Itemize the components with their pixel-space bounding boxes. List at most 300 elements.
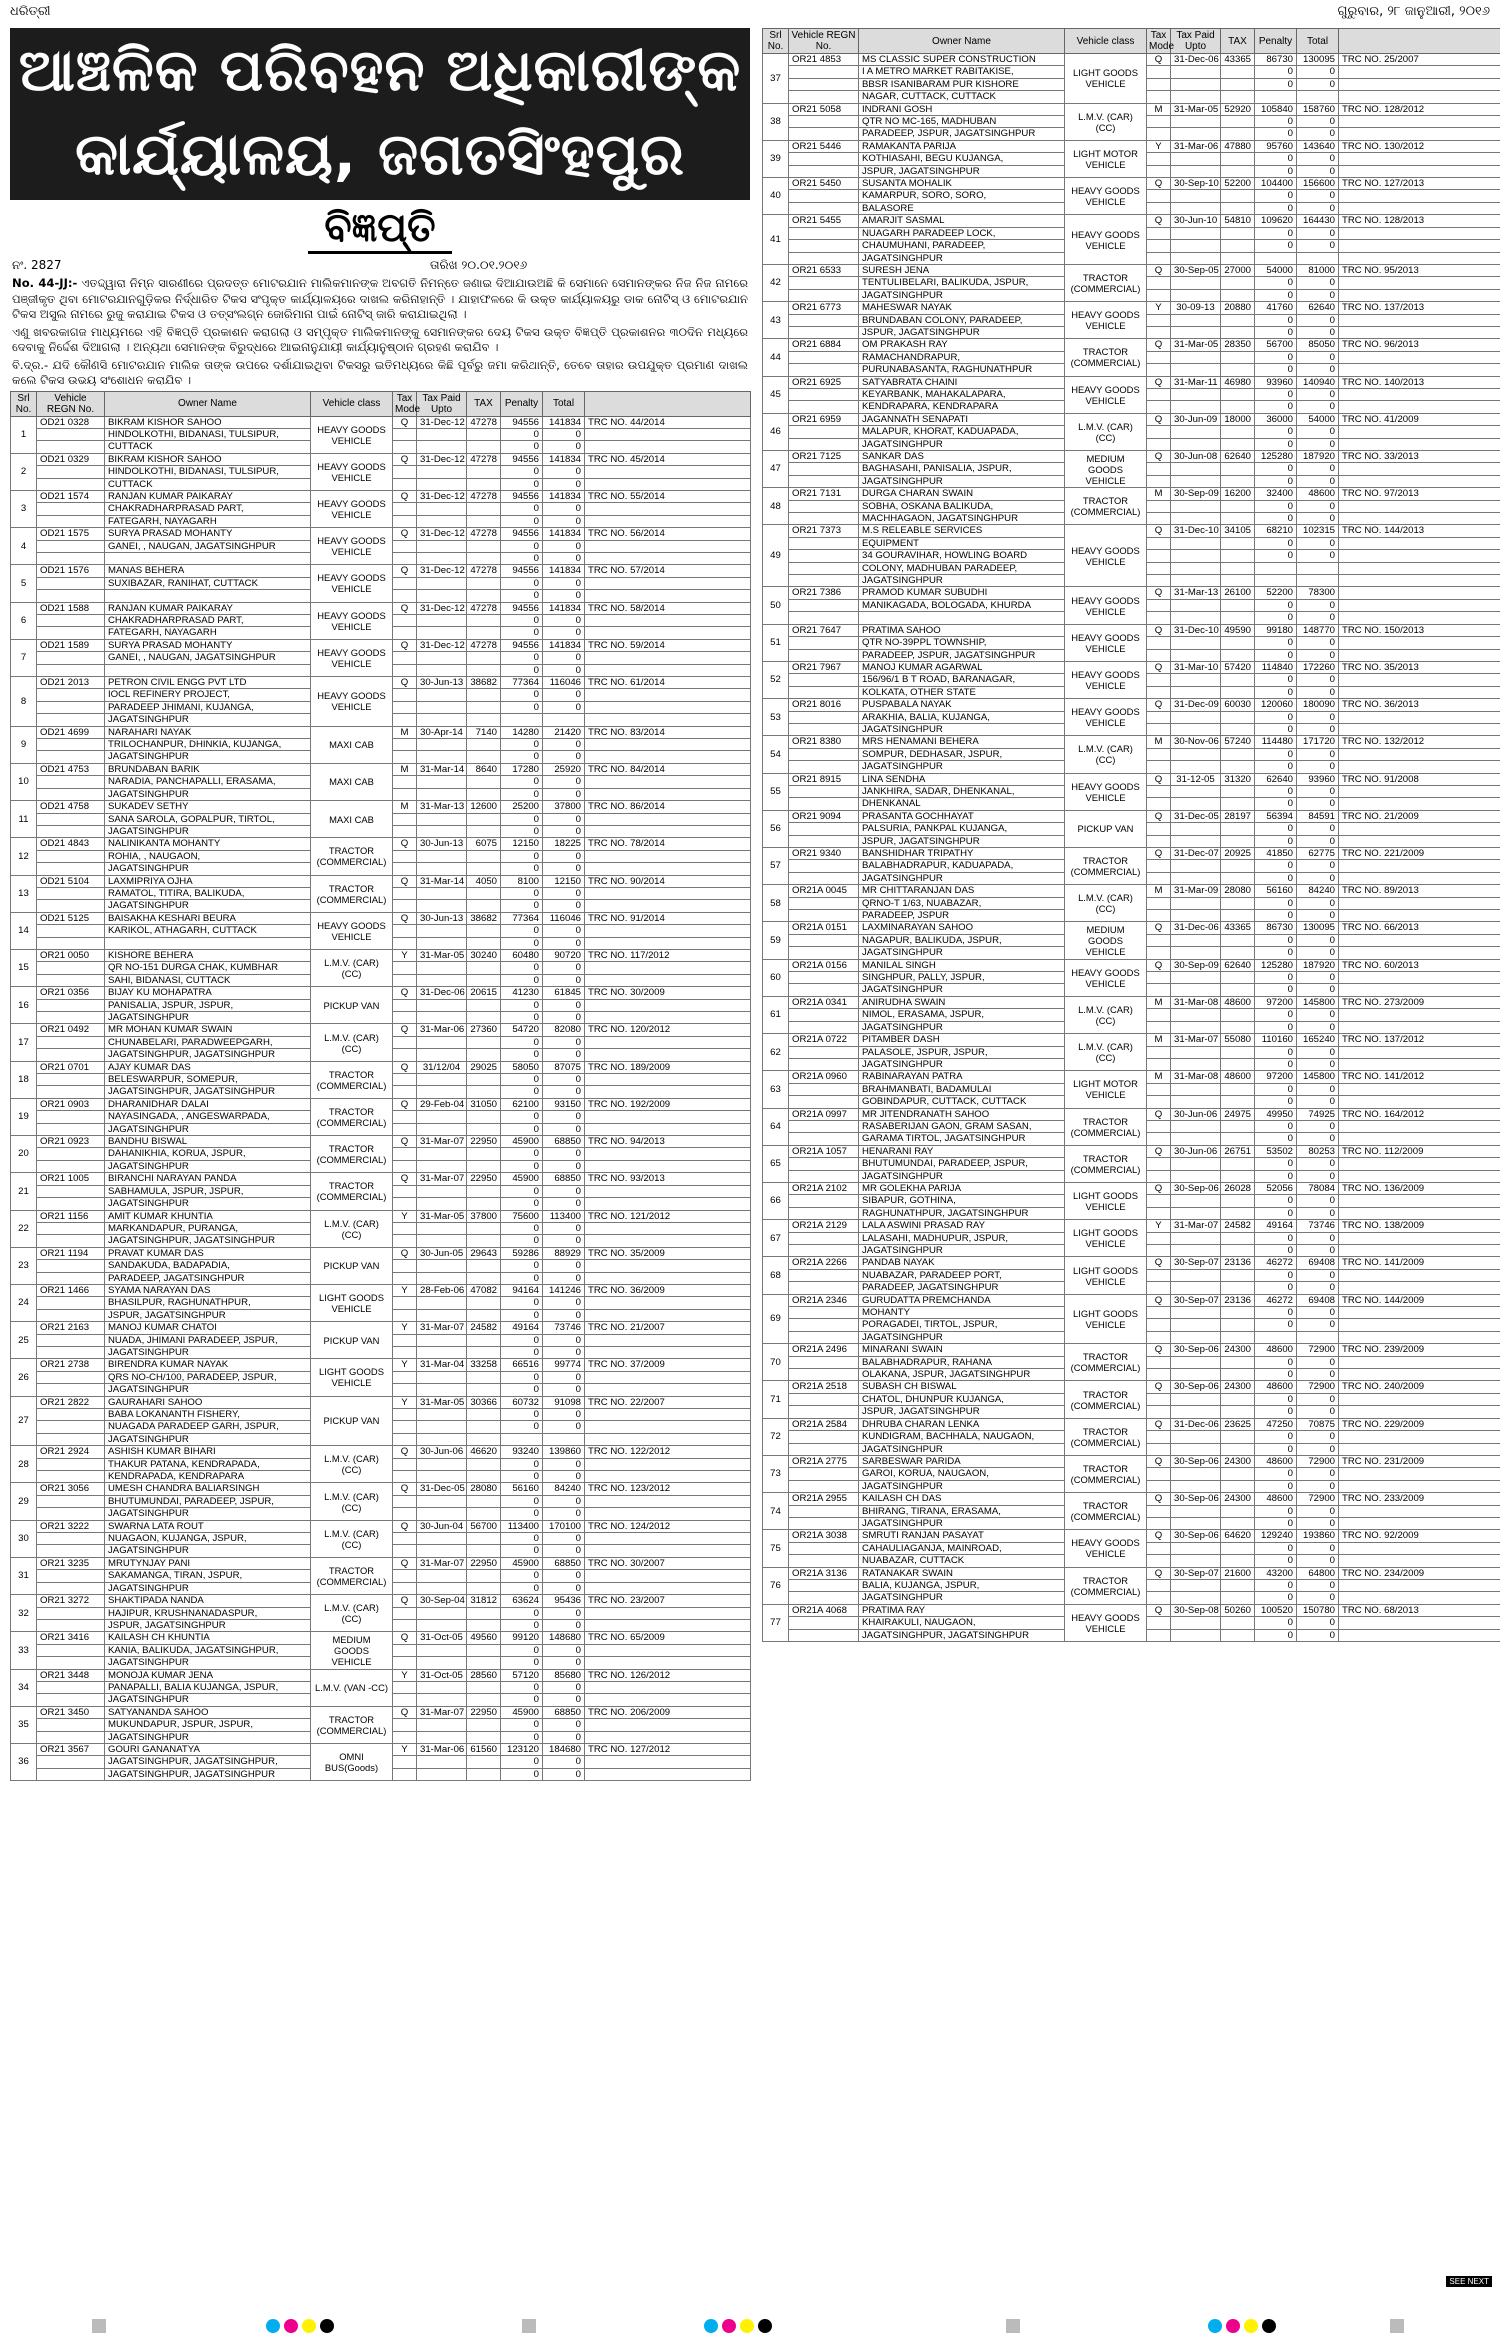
trc-number: TRC NO. 234/2009 bbox=[1339, 1567, 1500, 1579]
tax-paid-blank bbox=[417, 1160, 467, 1172]
owner-address: JAGATSINGHPUR bbox=[859, 872, 1065, 884]
total-zero: 0 bbox=[1297, 1207, 1339, 1219]
tax-mode-blank bbox=[1147, 190, 1171, 202]
total-zero: 0 bbox=[543, 428, 585, 440]
total-zero: 0 bbox=[543, 1607, 585, 1619]
tax-paid-upto: 30-Jun-10 bbox=[1171, 215, 1221, 227]
penalty-zero: 0 bbox=[501, 1049, 543, 1061]
vehicle-regn-blank bbox=[789, 1133, 859, 1145]
registration-square bbox=[92, 2319, 106, 2333]
total-zero: 0 bbox=[543, 974, 585, 986]
trc-blank bbox=[1339, 153, 1500, 165]
vehicle-regn-number: OR21A 0960 bbox=[789, 1071, 859, 1083]
owner-name: BIRENDRA KUMAR NAYAK bbox=[105, 1359, 311, 1371]
tax-paid-blank bbox=[417, 627, 467, 639]
tax-paid-upto: 31-Dec-10 bbox=[1171, 525, 1221, 537]
table-row bbox=[11, 1136, 751, 1148]
trc-blank bbox=[585, 1768, 751, 1780]
tax-mode-blank bbox=[393, 925, 417, 937]
penalty-zero: 0 bbox=[1255, 1617, 1297, 1629]
penalty-amount: 86730 bbox=[1255, 54, 1297, 66]
penalty-zero: 0 bbox=[501, 428, 543, 440]
tax-mode: M bbox=[1147, 103, 1171, 115]
tax-mode-blank bbox=[393, 577, 417, 589]
serial-number: 58 bbox=[763, 885, 789, 922]
penalty-zero: 0 bbox=[1255, 1393, 1297, 1405]
penalty-zero: 0 bbox=[1255, 1282, 1297, 1294]
owner-address: SOBHA, OSKANA BALIKUDA, bbox=[859, 500, 1065, 512]
tax-paid-blank bbox=[417, 1222, 467, 1234]
tax-mode-blank bbox=[393, 751, 417, 763]
tax-amount: 55080 bbox=[1221, 1034, 1255, 1046]
tax-paid-blank bbox=[417, 701, 467, 713]
vehicle-regn-blank bbox=[789, 550, 859, 562]
table-row bbox=[11, 1284, 751, 1296]
trc-blank bbox=[585, 1036, 751, 1048]
tax-blank bbox=[1221, 66, 1255, 78]
vehicle-regn-blank bbox=[37, 1371, 105, 1383]
vehicle-class: L.M.V. (CAR) (CC) bbox=[311, 1210, 393, 1247]
owner-name: SATYABRATA CHAINI bbox=[859, 376, 1065, 388]
penalty-zero: 0 bbox=[1255, 1542, 1297, 1554]
owner-address: ROHIA, , NAUGAON, bbox=[105, 850, 311, 862]
tax-mode: Q bbox=[1147, 810, 1171, 822]
penalty-zero: 0 bbox=[1255, 463, 1297, 475]
vehicle-regn-blank bbox=[37, 664, 105, 676]
trc-blank bbox=[1339, 537, 1500, 549]
vehicle-regn-number: OD21 4758 bbox=[37, 801, 105, 813]
tax-paid-upto: 31-Mar-04 bbox=[417, 1359, 467, 1371]
tax-mode-blank bbox=[1147, 823, 1171, 835]
trc-blank bbox=[1339, 984, 1500, 996]
vehicle-regn-number: OR21A 2584 bbox=[789, 1418, 859, 1430]
vehicle-class: LIGHT MOTOR VEHICLE bbox=[1065, 140, 1147, 177]
vehicle-class: LIGHT GOODS VEHICLE bbox=[1065, 1294, 1147, 1344]
notice-number: ନଂ. 2827 bbox=[12, 258, 62, 272]
vehicle-regn-number: OR21 3222 bbox=[37, 1520, 105, 1532]
table-row bbox=[11, 1210, 751, 1222]
tax-blank bbox=[467, 1768, 501, 1780]
owner-address: QTR NO-39PPL TOWNSHIP, bbox=[859, 637, 1065, 649]
serial-number: 33 bbox=[11, 1632, 37, 1669]
table-header-row bbox=[11, 391, 751, 416]
penalty-zero: 0 bbox=[1255, 426, 1297, 438]
trc-blank bbox=[1339, 649, 1500, 661]
trc-blank bbox=[585, 652, 751, 664]
owner-name: PUSPABALA NAYAK bbox=[859, 699, 1065, 711]
tax-amount: 7140 bbox=[467, 726, 501, 738]
cyan-dot bbox=[704, 2319, 718, 2333]
owner-address: NAYASINGADA, , ANGESWARPADA, bbox=[105, 1111, 311, 1123]
total-amount: 156600 bbox=[1297, 178, 1339, 190]
trc-blank bbox=[585, 1545, 751, 1557]
trc-blank bbox=[1339, 116, 1500, 128]
penalty-amount: 63624 bbox=[501, 1595, 543, 1607]
tax-mode-blank bbox=[393, 1384, 417, 1396]
penalty-zero: 0 bbox=[1255, 1269, 1297, 1281]
tax-paid-blank bbox=[417, 1123, 467, 1135]
penalty-zero: 0 bbox=[1255, 1319, 1297, 1331]
tax-blank bbox=[467, 1235, 501, 1247]
penalty-amount: 25200 bbox=[501, 801, 543, 813]
owner-name: RANJAN KUMAR PAIKARAY bbox=[105, 490, 311, 502]
column-header: Total bbox=[543, 391, 585, 416]
tax-blank bbox=[467, 515, 501, 527]
table-row bbox=[11, 1173, 751, 1185]
total-amount: 88929 bbox=[543, 1247, 585, 1259]
registration-square bbox=[522, 2319, 536, 2333]
vehicle-regn-blank bbox=[789, 1046, 859, 1058]
vehicle-regn-number: OR21 0356 bbox=[37, 987, 105, 999]
tax-paid-blank bbox=[1171, 984, 1221, 996]
tax-mode: Q bbox=[393, 602, 417, 614]
tax-mode-blank bbox=[393, 627, 417, 639]
total-amount: 68850 bbox=[543, 1706, 585, 1718]
penalty-zero: 0 bbox=[1255, 401, 1297, 413]
owner-name: HENARANI RAY bbox=[859, 1145, 1065, 1157]
total-amount: 70875 bbox=[1297, 1418, 1339, 1430]
tax-mode-blank bbox=[1147, 1170, 1171, 1182]
tax-paid-blank bbox=[1171, 1629, 1221, 1641]
penalty-amount: 41850 bbox=[1255, 848, 1297, 860]
serial-number: 22 bbox=[11, 1210, 37, 1247]
vehicle-regn-blank bbox=[37, 590, 105, 602]
trc-blank bbox=[1339, 500, 1500, 512]
penalty-zero: 0 bbox=[1255, 128, 1297, 140]
tax-blank bbox=[467, 751, 501, 763]
column-header: Srl No. bbox=[763, 29, 789, 54]
owner-address: PALASOLE, JSPUR, JSPUR, bbox=[859, 1046, 1065, 1058]
tax-blank bbox=[467, 1111, 501, 1123]
trc-blank bbox=[1339, 897, 1500, 909]
column-header: Penalty bbox=[501, 391, 543, 416]
tax-mode: Y bbox=[1147, 1220, 1171, 1232]
trc-blank bbox=[585, 1458, 751, 1470]
penalty-zero: 0 bbox=[1255, 1406, 1297, 1418]
trc-blank bbox=[1339, 1009, 1500, 1021]
total-zero: 0 bbox=[543, 1533, 585, 1545]
vehicle-class: HEAVY GOODS VEHICLE bbox=[1065, 959, 1147, 996]
tax-paid-upto: 29-Feb-04 bbox=[417, 1098, 467, 1110]
penalty-zero: 0 bbox=[1255, 227, 1297, 239]
vehicle-regn-blank bbox=[37, 962, 105, 974]
tax-mode-blank bbox=[393, 552, 417, 564]
tax-paid-blank bbox=[1171, 128, 1221, 140]
vehicle-regn-number: OR21 3056 bbox=[37, 1483, 105, 1495]
tax-paid-blank bbox=[1171, 910, 1221, 922]
tax-mode: Q bbox=[393, 1061, 417, 1073]
tax-blank bbox=[1221, 153, 1255, 165]
total-zero: 0 bbox=[543, 466, 585, 478]
trc-blank bbox=[585, 577, 751, 589]
tax-mode-blank bbox=[1147, 116, 1171, 128]
tax-mode-blank bbox=[1147, 1046, 1171, 1058]
vehicle-regn-blank bbox=[37, 652, 105, 664]
tax-paid-blank bbox=[1171, 1232, 1221, 1244]
trc-number: TRC NO. 229/2009 bbox=[1339, 1418, 1500, 1430]
owner-address: JAGATSINGHPUR bbox=[105, 1198, 311, 1210]
tax-paid-blank bbox=[1171, 351, 1221, 363]
total-zero: 0 bbox=[1297, 513, 1339, 525]
table-row bbox=[763, 810, 1500, 822]
tax-amount: 4050 bbox=[467, 875, 501, 887]
tax-amount: 20615 bbox=[467, 987, 501, 999]
tax-blank bbox=[1221, 1629, 1255, 1641]
tax-mode-blank bbox=[393, 1123, 417, 1135]
tax-paid-blank bbox=[417, 1260, 467, 1272]
penalty-zero: 0 bbox=[1255, 599, 1297, 611]
trc-number: TRC NO. 91/2008 bbox=[1339, 773, 1500, 785]
vehicle-regn-blank bbox=[789, 1431, 859, 1443]
penalty-zero: 0 bbox=[1255, 984, 1297, 996]
penalty-blank bbox=[501, 1433, 543, 1445]
vehicle-regn-blank bbox=[37, 1495, 105, 1507]
owner-name: MANOJ KUMAR AGARWAL bbox=[859, 661, 1065, 673]
vehicle-class: TRACTOR (COMMERCIAL) bbox=[311, 1173, 393, 1210]
tax-blank bbox=[467, 689, 501, 701]
owner-address: EQUIPMENT bbox=[859, 537, 1065, 549]
vehicle-regn-blank bbox=[37, 1409, 105, 1421]
tax-amount: 50260 bbox=[1221, 1604, 1255, 1616]
tax-mode-blank bbox=[1147, 599, 1171, 611]
trc-number: TRC NO. 144/2009 bbox=[1339, 1294, 1500, 1306]
column-header: Vehicle REGN No. bbox=[789, 29, 859, 54]
vehicle-regn-blank bbox=[37, 615, 105, 627]
vehicle-regn-blank bbox=[37, 466, 105, 478]
table-row bbox=[11, 726, 751, 738]
vehicle-regn-blank bbox=[789, 575, 859, 587]
tax-mode-blank bbox=[393, 1012, 417, 1024]
tax-paid-upto: 31-Dec-06 bbox=[417, 987, 467, 999]
serial-number: 9 bbox=[11, 726, 37, 763]
penalty-amount: 57120 bbox=[501, 1669, 543, 1681]
tax-blank bbox=[1221, 1207, 1255, 1219]
tax-blank bbox=[467, 1607, 501, 1619]
trc-blank bbox=[585, 1334, 751, 1346]
vehicle-regn-blank bbox=[37, 515, 105, 527]
tax-paid-upto: 31-Dec-12 bbox=[417, 416, 467, 428]
trc-number: TRC NO. 25/2007 bbox=[1339, 54, 1500, 66]
tax-mode-blank bbox=[393, 441, 417, 453]
table-row bbox=[763, 885, 1500, 897]
tax-mode: Y bbox=[393, 1210, 417, 1222]
tax-blank bbox=[467, 1334, 501, 1346]
tax-blank bbox=[467, 937, 501, 949]
total-zero: 0 bbox=[1297, 599, 1339, 611]
owner-address: PANISALIA, JSPUR, JSPUR, bbox=[105, 999, 311, 1011]
trc-blank bbox=[585, 701, 751, 713]
vehicle-regn-blank bbox=[37, 1111, 105, 1123]
tax-mode: Q bbox=[1147, 1344, 1171, 1356]
vehicle-class: PICKUP VAN bbox=[311, 1247, 393, 1284]
serial-number: 2 bbox=[11, 453, 37, 490]
tax-blank bbox=[467, 664, 501, 676]
tax-paid-blank bbox=[417, 1049, 467, 1061]
tax-mode: Q bbox=[393, 1632, 417, 1644]
vehicle-regn-number: OR21 8380 bbox=[789, 736, 859, 748]
serial-number: 38 bbox=[763, 103, 789, 140]
trc-blank bbox=[585, 850, 751, 862]
total-zero: 0 bbox=[543, 1644, 585, 1656]
tax-mode-blank bbox=[1147, 66, 1171, 78]
tax-mode: Y bbox=[1147, 302, 1171, 314]
tax-paid-blank bbox=[417, 863, 467, 875]
total-amount: 72900 bbox=[1297, 1455, 1339, 1467]
trc-number: TRC NO. 84/2014 bbox=[585, 763, 751, 775]
tax-mode-blank bbox=[1147, 1158, 1171, 1170]
owner-name: MRUTYNJAY PANI bbox=[105, 1557, 311, 1569]
total-zero: 0 bbox=[1297, 785, 1339, 797]
column-header: Owner Name bbox=[105, 391, 311, 416]
trc-number: TRC NO. 97/2013 bbox=[1339, 488, 1500, 500]
total-blank bbox=[543, 714, 585, 726]
tax-mode-blank bbox=[1147, 1617, 1171, 1629]
tax-mode-blank bbox=[1147, 1555, 1171, 1567]
owner-name: PRAMOD KUMAR SUBUDHI bbox=[859, 587, 1065, 599]
tax-amount: 43365 bbox=[1221, 922, 1255, 934]
total-blank bbox=[1297, 562, 1339, 574]
vehicle-regn-number: OD21 0328 bbox=[37, 416, 105, 428]
tax-blank bbox=[467, 590, 501, 602]
tax-paid-blank bbox=[1171, 835, 1221, 847]
vehicle-class: L.M.V. (CAR) (CC) bbox=[311, 949, 393, 986]
owner-name: MS CLASSIC SUPER CONSTRUCTION bbox=[859, 54, 1065, 66]
trc-blank bbox=[585, 714, 751, 726]
serial-number: 56 bbox=[763, 810, 789, 847]
tax-amount: 47278 bbox=[467, 416, 501, 428]
tax-amount: 46980 bbox=[1221, 376, 1255, 388]
table-row bbox=[11, 639, 751, 651]
tax-blank bbox=[467, 652, 501, 664]
owner-address: NARADIA, PANCHAPALLI, ERASAMA, bbox=[105, 776, 311, 788]
trc-blank bbox=[585, 1123, 751, 1135]
tax-mode-blank bbox=[393, 515, 417, 527]
tax-mode: Q bbox=[393, 1024, 417, 1036]
trc-blank bbox=[585, 1260, 751, 1272]
tax-mode: Q bbox=[1147, 264, 1171, 276]
tax-blank bbox=[1221, 1369, 1255, 1381]
penalty-zero: 0 bbox=[501, 850, 543, 862]
trc-blank bbox=[1339, 761, 1500, 773]
trc-number: TRC NO. 128/2013 bbox=[1339, 215, 1500, 227]
notice-title: ବିଜ୍ଞପ୍ତି bbox=[10, 202, 750, 254]
penalty-amount: 94556 bbox=[501, 528, 543, 540]
tax-paid-blank bbox=[417, 962, 467, 974]
tax-paid-blank bbox=[417, 1198, 467, 1210]
penalty-zero: 0 bbox=[501, 1123, 543, 1135]
owner-address: JAGATSINGHPUR bbox=[105, 1545, 311, 1557]
tax-blank bbox=[467, 714, 501, 726]
owner-address: PALSURIA, PANKPAL KUJANGA, bbox=[859, 823, 1065, 835]
vehicle-regn-blank bbox=[789, 1592, 859, 1604]
tax-paid-blank bbox=[1171, 1468, 1221, 1480]
owner-address: JAGATSINGHPUR bbox=[859, 723, 1065, 735]
owner-name: SATYANANDA SAHOO bbox=[105, 1706, 311, 1718]
tax-mode: Q bbox=[1147, 773, 1171, 785]
trc-blank bbox=[1339, 1207, 1500, 1219]
tax-amount: 22950 bbox=[467, 1706, 501, 1718]
vehicle-regn-number: OD21 4753 bbox=[37, 763, 105, 775]
vehicle-regn-number: OR21A 2518 bbox=[789, 1381, 859, 1393]
vehicle-regn-blank bbox=[37, 503, 105, 515]
tax-amount: 52200 bbox=[1221, 178, 1255, 190]
vehicle-regn-blank bbox=[37, 751, 105, 763]
penalty-zero: 0 bbox=[1255, 674, 1297, 686]
vehicle-class: MEDIUM GOODS VEHICLE bbox=[1065, 922, 1147, 959]
owner-address: CHAKRADHARPRASAD PART, bbox=[105, 503, 311, 515]
tax-paid-upto: 31-Mar-09 bbox=[1171, 885, 1221, 897]
vehicle-regn-blank bbox=[37, 1086, 105, 1098]
vehicle-regn-number: OR21 0923 bbox=[37, 1136, 105, 1148]
total-zero: 0 bbox=[1297, 1021, 1339, 1033]
total-zero: 0 bbox=[1297, 463, 1339, 475]
tax-mode: M bbox=[1147, 488, 1171, 500]
vehicle-regn-blank bbox=[789, 78, 859, 90]
trc-number: TRC NO. 68/2013 bbox=[1339, 1604, 1500, 1616]
tax-amount: 48600 bbox=[1221, 1071, 1255, 1083]
trc-number: TRC NO. 86/2014 bbox=[585, 801, 751, 813]
tax-mode-blank bbox=[1147, 1579, 1171, 1591]
tax-amount: 62640 bbox=[1221, 959, 1255, 971]
vehicle-regn-blank bbox=[37, 1309, 105, 1321]
trc-number: TRC NO. 56/2014 bbox=[585, 528, 751, 540]
tax-mode-blank bbox=[393, 1334, 417, 1346]
tax-paid-blank bbox=[1171, 1369, 1221, 1381]
owner-name: DHARANIDHAR DALAI bbox=[105, 1098, 311, 1110]
vehicle-regn-blank bbox=[789, 1480, 859, 1492]
tax-blank bbox=[467, 1384, 501, 1396]
penalty-zero: 0 bbox=[1255, 823, 1297, 835]
penalty-zero: 0 bbox=[501, 689, 543, 701]
owner-name: LAXMINARAYAN SAHOO bbox=[859, 922, 1065, 934]
total-zero: 0 bbox=[1297, 128, 1339, 140]
table-row bbox=[11, 763, 751, 775]
vehicle-regn-blank bbox=[789, 1617, 859, 1629]
total-zero: 0 bbox=[1297, 984, 1339, 996]
vehicle-regn-number: OR21A 0045 bbox=[789, 885, 859, 897]
owner-address: SABHAMULA, JSPUR, JSPUR, bbox=[105, 1185, 311, 1197]
vehicle-regn-blank bbox=[37, 1471, 105, 1483]
tax-mode-blank bbox=[1147, 984, 1171, 996]
tax-paid-blank bbox=[417, 776, 467, 788]
trc-blank bbox=[1339, 1505, 1500, 1517]
tax-paid-upto: 30-Sep-07 bbox=[1171, 1257, 1221, 1269]
owner-name: SUSANTA MOHALIK bbox=[859, 178, 1065, 190]
trc-blank bbox=[1339, 612, 1500, 624]
penalty-zero: 0 bbox=[1255, 1431, 1297, 1443]
total-zero: 0 bbox=[543, 1756, 585, 1768]
tax-amount: 47880 bbox=[1221, 140, 1255, 152]
serial-number: 26 bbox=[11, 1359, 37, 1396]
tax-mode-blank bbox=[1147, 897, 1171, 909]
owner-name: SARBESWAR PARIDA bbox=[859, 1455, 1065, 1467]
total-zero: 0 bbox=[543, 1148, 585, 1160]
headline-line1: ଆଞ୍ଚଳିକ ପରିବହନ ଅଧିକାରୀଙ୍କ bbox=[18, 36, 742, 104]
tax-paid-blank bbox=[1171, 649, 1221, 661]
tax-paid-blank bbox=[417, 540, 467, 552]
vehicle-regn-blank bbox=[37, 1768, 105, 1780]
owner-address: SINGHPUR, PALLY, JSPUR, bbox=[859, 972, 1065, 984]
tax-blank bbox=[467, 1458, 501, 1470]
tax-paid-blank bbox=[417, 1346, 467, 1358]
trc-number: TRC NO. 59/2014 bbox=[585, 639, 751, 651]
penalty-zero: 0 bbox=[501, 577, 543, 589]
vehicle-class: L.M.V. (CAR) (CC) bbox=[1065, 885, 1147, 922]
serial-number: 51 bbox=[763, 624, 789, 661]
trc-blank bbox=[1339, 91, 1500, 103]
vehicle-regn-blank bbox=[789, 723, 859, 735]
tax-paid-blank bbox=[1171, 190, 1221, 202]
